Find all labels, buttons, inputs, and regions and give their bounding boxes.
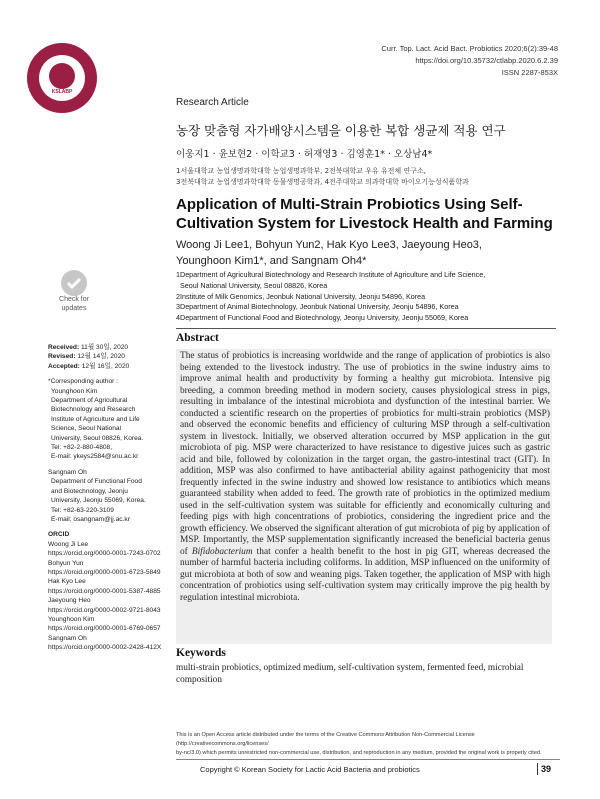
- abstract-part: that confer a health benefit to the host in pig GIT, whereas decreased the number of harmful bacteria including coliforms. In addition, MSP influenced on the uniformity of gut microbiota at both of sow and weaning pigs. Taken together, the application of MSP with high concentration of probiotics using self-cultivation system may critically improve the pig health by regulation intestinal microbiota.: [180, 546, 550, 603]
- accepted-label: Accepted:: [48, 362, 80, 370]
- corr-line: Tel: +82-63-220-3109: [51, 506, 114, 514]
- keywords-heading: Keywords: [176, 647, 226, 659]
- orcid-name: Hak Kyo Lee: [48, 578, 86, 586]
- doi-link[interactable]: https://doi.org/10.35732/ctlabp.2020.6.2.39: [415, 56, 558, 65]
- corr-line: Tel: +82-2-880-4808,: [51, 444, 113, 452]
- society-logo-emblem: [49, 63, 75, 89]
- affiliation-divider: [176, 328, 556, 329]
- received-row: [48, 343, 166, 352]
- society-logo-inner: [39, 55, 85, 101]
- korean-title: 농장 맞춤형 자가배양시스템을 이용한 복합 생균제 적용 연구: [176, 123, 506, 138]
- society-logo: [27, 43, 97, 113]
- korean-affiliation-line: 3전북대학교 농업생명과학대학 동물생명공학과, 4전주대학교 의과학대학 바이오기능성식품학과: [176, 178, 469, 186]
- corr-line: and Biotechnology, Jeonju: [51, 487, 128, 495]
- check-for-updates-badge[interactable]: [47, 270, 101, 318]
- orcid-link[interactable]: https://orcid.org/0000-0002-9721-8043: [48, 606, 161, 614]
- corr-line: University, Seoul 08826, Korea.: [51, 434, 144, 442]
- abstract-heading: Abstract: [176, 332, 219, 344]
- korean-affiliations: [176, 166, 576, 188]
- page-number-separator: [537, 763, 538, 775]
- corr1-lines: [48, 387, 166, 462]
- check-updates-line: Check for: [59, 296, 89, 303]
- affiliation-line: 1Department of Agricultural Biotechnology and Research Institute of Agriculture and Life Science,: [176, 270, 486, 279]
- orcid-link[interactable]: https://orcid.org/0000-0001-7243-0702: [48, 550, 161, 558]
- corr-line: Department of Agricultural: [51, 397, 128, 405]
- english-authors-line: Younghoon Kim1*, and Sangnam Oh4*: [176, 255, 367, 267]
- keywords-text: multi-strain probiotics, optimized medium, self-cultivation system, fermented feed, microbial composition: [176, 663, 524, 685]
- orcid-name: Bohyun Yun: [48, 559, 84, 567]
- corr-line: Sangnam Oh: [48, 468, 87, 476]
- orcid-block: [48, 530, 166, 652]
- corresponding-author-1: [48, 377, 166, 462]
- accepted-row: [48, 362, 166, 371]
- journal-info: [381, 43, 558, 79]
- orcid-name: Younghoon Kim: [48, 615, 95, 623]
- check-updates-label: [47, 295, 101, 313]
- society-logo-text: KSLABP: [51, 89, 73, 95]
- copyright: Copyright © Korean Society for Lactic Acid Bacteria and probiotics: [200, 765, 420, 774]
- received-date: 11월 30일, 2020: [81, 344, 129, 351]
- orcid-link[interactable]: https://orcid.org/0000-0001-6723-5849: [48, 568, 161, 576]
- license-notice: [176, 731, 560, 758]
- corr-line: University, Jeonju 55069, Korea.: [51, 497, 146, 505]
- journal-citation: Curr. Top. Lact. Acid Bact. Probiotics 2020;6(2):39-48: [381, 44, 558, 53]
- orcid-name: Sangnam Oh: [48, 634, 87, 642]
- english-authors: [176, 237, 556, 269]
- orcid-link[interactable]: https://orcid.org/0000-0001-5387-4885: [48, 587, 161, 595]
- corr-email-link[interactable]: E-mail: ykeys2584@snu.ac.kr: [51, 453, 139, 461]
- orcid-name: Jaeyoung Heo: [48, 597, 91, 605]
- orcid-label: ORCID: [48, 531, 70, 539]
- corr-line: Institute of Agriculture and Life: [51, 415, 140, 423]
- revised-date: 12월 14일, 2020: [77, 353, 125, 361]
- sidebar-meta: [48, 343, 166, 653]
- revised-row: [48, 352, 166, 361]
- page-number: 39: [541, 764, 552, 774]
- corr-line: Department of Functional Food: [51, 478, 142, 486]
- corr-line: Biotechnology and Research: [51, 406, 136, 414]
- license-line: by-nc/3.0) which permits unrestricted non-commercial use, distribution, and reproduction in any medium, provided the original work is properly cited.: [176, 750, 542, 756]
- english-title: Application of Multi-Strain Probiotics Using Self-Cultivation System for Livestock Health and Farming: [176, 196, 553, 232]
- orcid-link[interactable]: https://orcid.org/0000-0001-6769-0657: [48, 625, 161, 633]
- received-label: Received:: [48, 344, 80, 351]
- check-updates-icon: [61, 270, 87, 296]
- corr-email-link[interactable]: E-mail: osangnam@jj.ac.kr: [51, 515, 130, 523]
- corr-line: Science, Seoul National: [51, 425, 122, 433]
- affiliation-line: 3Department of Animal Biotechnology, Jeonbuk National University, Jeonju 54896, Korea: [176, 302, 459, 312]
- footer-divider: [176, 759, 560, 760]
- affiliation-line: 4Department of Functional Food and Biotechnology, Jeonju University, Jeonju 55069, Korea: [176, 313, 469, 323]
- abstract-part: The status of probiotics is increasing worldwide and the range of application of probiotics is also being extended to the livestock industry. The use of probiotics in the swine industry aims to improve animal health and productivity by forming a healthy gut microbiota. Intensive pig breeding, a common breeding method in modern society, causes physiological stress in pigs, resulting in imbalance of the intestinal microbiota and dysfunction of the intestinal barrier. We conducted a scientific research on the properties of probiotics for multi-strain probiotics (MSP) and observed the economic benefits and efficiency of culturing MSP through a self-cultivation system in livestock. Initially, we observed alteration occurred by MSP application in the gut microbiota of pig. MSP were characterized to have resistance to digestive juices such as gastric acid and bile, followed by colonization in the target organ, the gastro-intestinal tract (GIT). In addition, MSP was also confirmed to have antibacterial ability against pathogenicity that most frequently infected in the swine industry and showed low resistance to antibiotics which means guaranteed stability when added to feed. The growth rate of probiotics in the optimized medium used in the self-cultivation system was suitable for efficiently and economically culturing and feeding pigs with high concentrations of probiotics, considering the ingredient price and the growth efficiency. We observed the significant alteration of gut microbiota of pig by application of MSP. Importantly, the MSP supplementation significantly increased the beneficial bacteria genus of: [180, 351, 550, 557]
- english-affiliations: [176, 270, 576, 324]
- license-line: This is an Open Access article distributed under the terms of the Creative Commons Attribution Non-Commercial License (http://creativecommons.org/licenses/: [176, 732, 475, 747]
- english-authors-line: Woong Ji Lee1, Bohyun Yun2, Hak Kyo Lee3, Jaeyoung Heo3,: [176, 239, 482, 251]
- abstract-text: [180, 351, 550, 604]
- abstract-italic-term: Bifidobacterium: [191, 546, 253, 557]
- orcid-name: Woong Ji Lee: [48, 540, 89, 548]
- revised-label: Revised:: [48, 353, 76, 361]
- check-updates-line: updates: [61, 305, 87, 312]
- korean-affiliation-line: 1서울대학교 농업생명과학대학 농업생명과학부, 2전북대학교 우유 유전체 연구소,: [176, 167, 426, 175]
- orcid-link[interactable]: https://orcid.org/0000-0002-2428-412X: [48, 644, 162, 652]
- corresponding-author-2: [48, 468, 166, 524]
- dates-block: [48, 343, 166, 371]
- accepted-date: 12월 16일, 2020: [81, 362, 130, 370]
- affiliation-line: 2Institute of Milk Genomics, Jeonbuk National University, Jeonju 54896, Korea: [176, 291, 426, 301]
- affiliation-line: Seoul National University, Seoul 08826, Korea: [180, 280, 328, 290]
- corr2-lines: [48, 477, 166, 524]
- corr-line: Younghoon Kim: [51, 387, 98, 395]
- corresponding-label: *Corresponding author :: [48, 378, 119, 386]
- article-type: Research Article: [176, 97, 249, 108]
- korean-authors: 이웅지1 · 윤보현2 · 이학교3 · 허재영3 · 김영훈1* · 오상남4*: [176, 149, 433, 160]
- issn: ISSN 2287-853X: [501, 68, 558, 77]
